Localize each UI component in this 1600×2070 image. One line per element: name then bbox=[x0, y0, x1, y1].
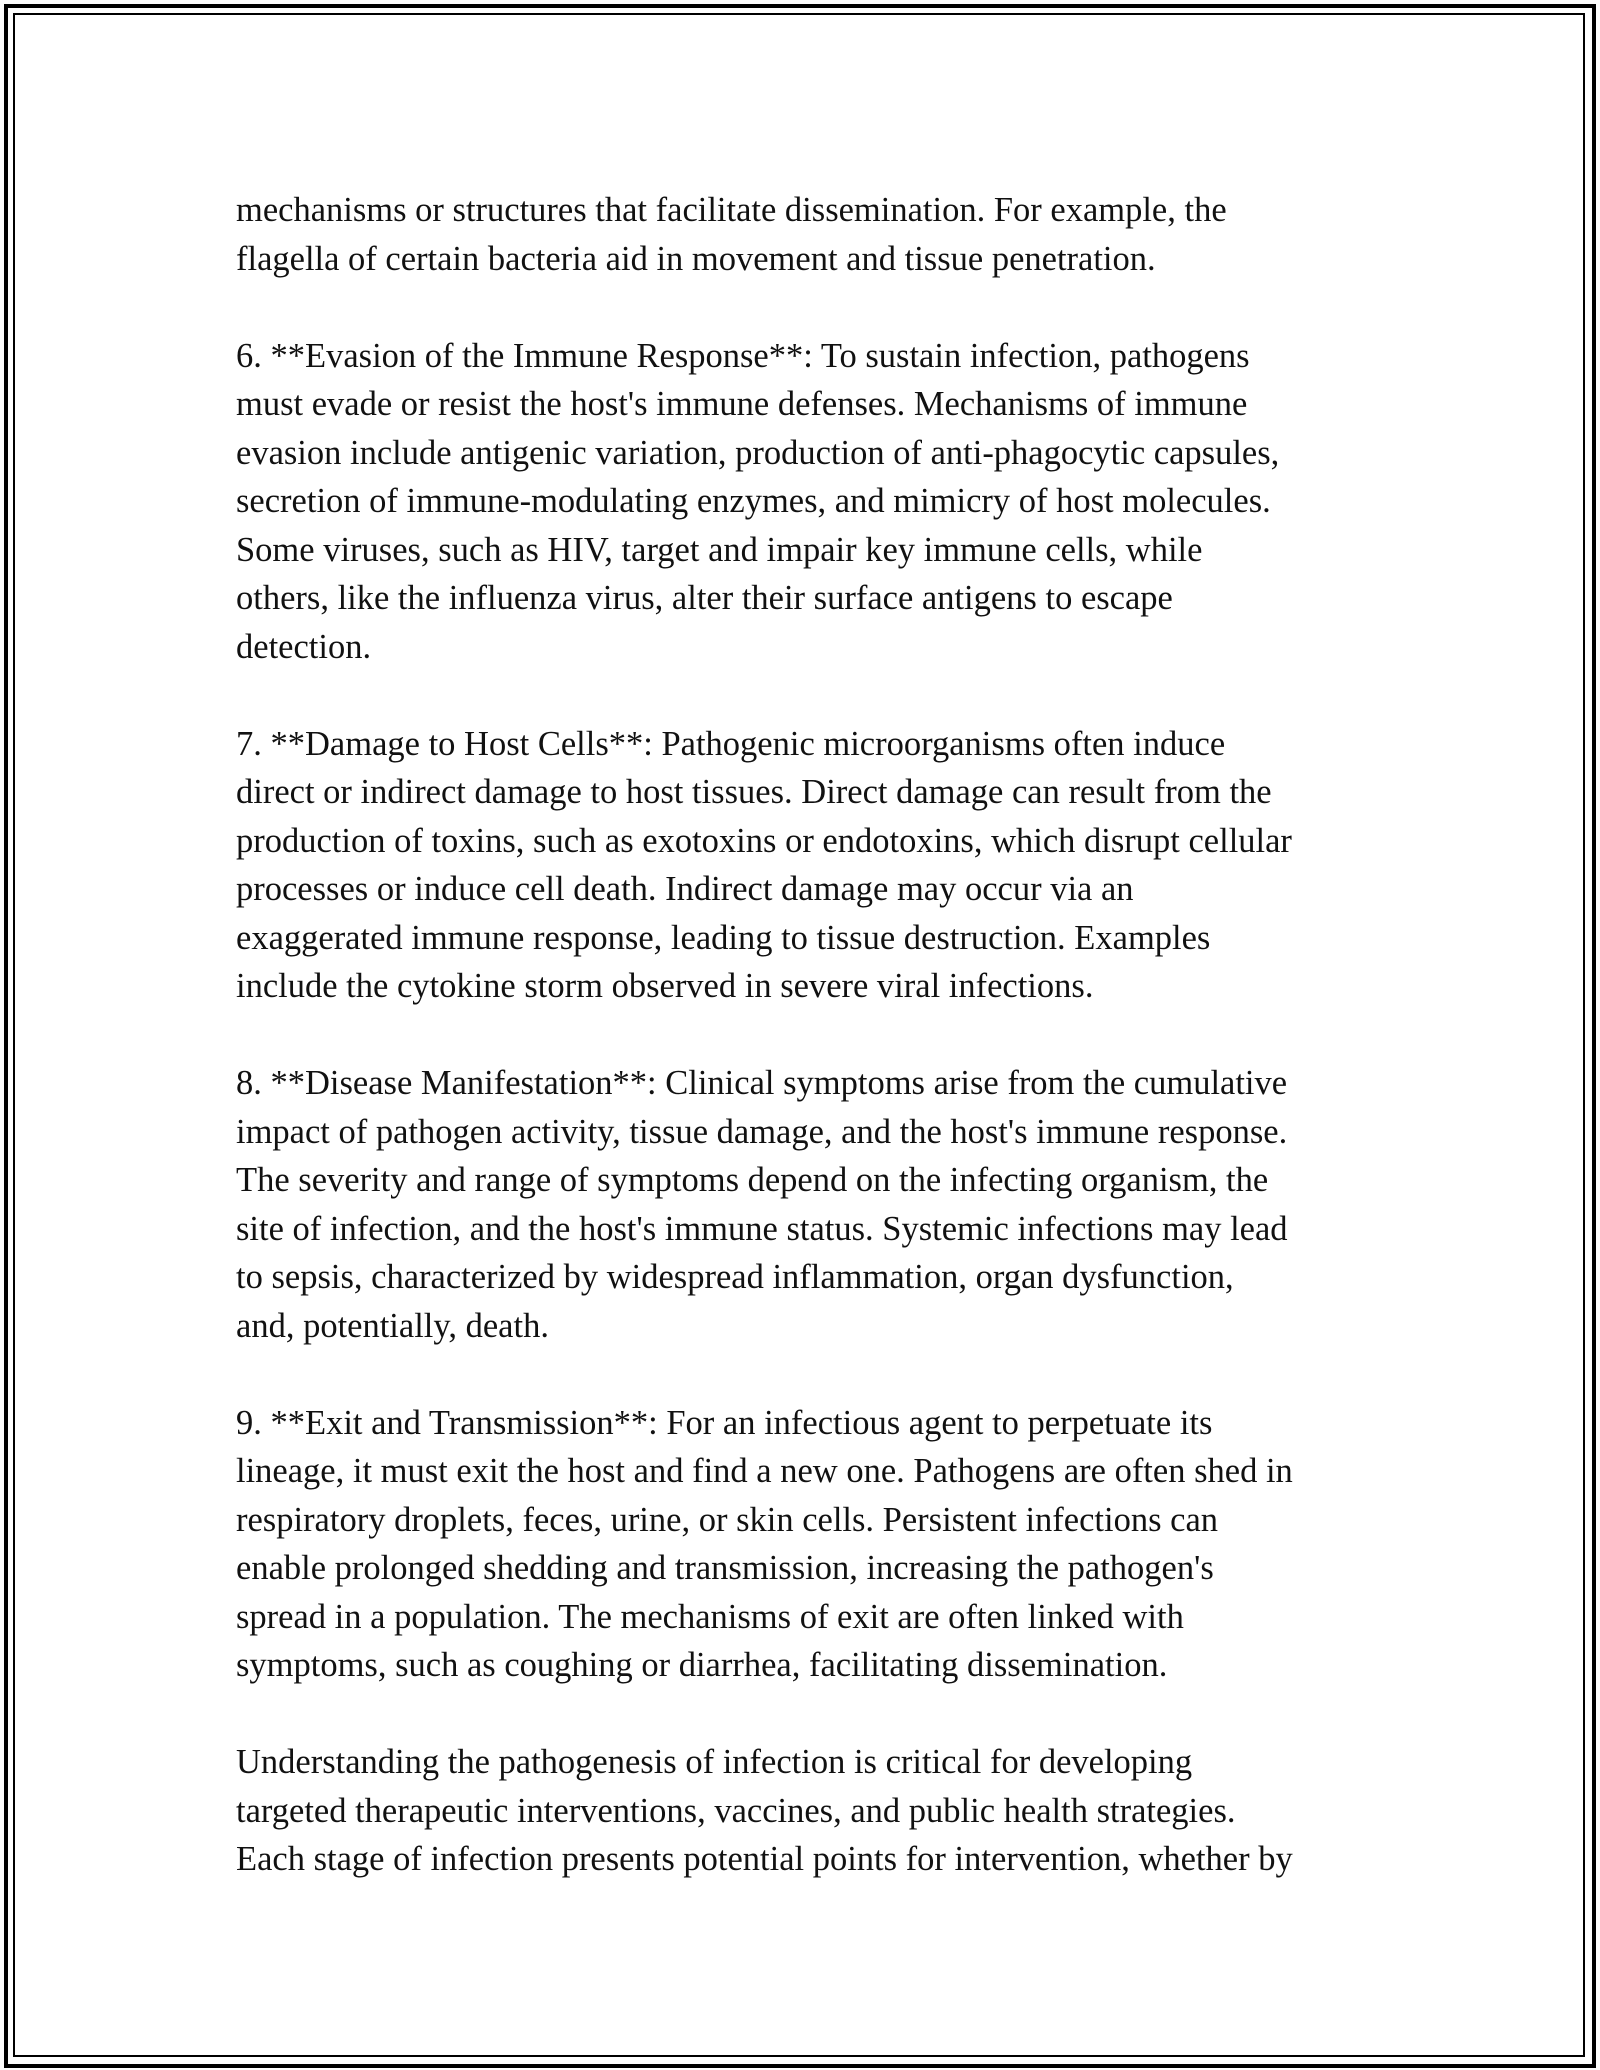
text-line: production of toxins, such as exotoxins or endotoxins, which disrupt cellular bbox=[236, 821, 1292, 860]
text-line: Some viruses, such as HIV, target and impair key immune cells, while bbox=[236, 530, 1203, 569]
paragraph-disease-manifestation bbox=[236, 1059, 1386, 1350]
text-line: detection. bbox=[236, 627, 372, 666]
text-line: spread in a population. The mechanisms of exit are often linked with bbox=[236, 1597, 1184, 1636]
text-line: 8. **Disease Manifestation**: Clinical symptoms arise from the cumulative bbox=[236, 1064, 1288, 1102]
text-line: The severity and range of symptoms depend on the infecting organism, the bbox=[236, 1161, 1269, 1199]
text-line: 6. **Evasion of the Immune Response**: To sustain infection, pathogens bbox=[236, 336, 1250, 375]
paragraph-exit-transmission bbox=[236, 1399, 1386, 1690]
text-line: mechanisms or structures that facilitate dissemination. For example, the bbox=[236, 191, 1227, 229]
text-line: Understanding the pathogenesis of infection is critical for developing bbox=[236, 1743, 1193, 1781]
text-line: processes or induce cell death. Indirect damage may occur via an bbox=[236, 870, 1134, 908]
text-line: evasion include antigenic variation, production of anti-phagocytic capsules, bbox=[236, 433, 1280, 472]
paragraph-evasion-immune-response bbox=[236, 332, 1386, 672]
text-line: impact of pathogen activity, tissue damage, and the host's immune response. bbox=[236, 1112, 1288, 1151]
text-line: respiratory droplets, feces, urine, or skin cells. Persistent infections can bbox=[236, 1500, 1219, 1539]
text-line: direct or indirect damage to host tissues. Direct damage can result from the bbox=[236, 773, 1272, 811]
paragraph-continuation bbox=[236, 186, 1386, 283]
text-line: lineage, it must exit the host and find a new one. Pathogens are often shed in bbox=[236, 1452, 1293, 1490]
text-line: 9. **Exit and Transmission**: For an infectious agent to perpetuate its bbox=[236, 1403, 1213, 1442]
text-line: to sepsis, characterized by widespread inflammation, organ dysfunction, bbox=[236, 1258, 1234, 1296]
text-line: targeted therapeutic interventions, vaccines, and public health strategies. bbox=[236, 1791, 1236, 1830]
text-line: flagella of certain bacteria aid in movement and tissue penetration. bbox=[236, 239, 1156, 278]
text-line: must evade or resist the host's immune defenses. Mechanisms of immune bbox=[236, 385, 1248, 423]
text-line: symptoms, such as coughing or diarrhea, facilitating dissemination. bbox=[236, 1646, 1168, 1684]
paragraph-understanding-pathogenesis bbox=[236, 1738, 1386, 1884]
text-line: enable prolonged shedding and transmission, increasing the pathogen's bbox=[236, 1549, 1214, 1587]
document-body bbox=[236, 186, 1386, 1884]
text-line: and, potentially, death. bbox=[236, 1306, 549, 1345]
text-line: exaggerated immune response, leading to tissue destruction. Examples bbox=[236, 918, 1211, 957]
text-line: include the cytokine storm observed in severe viral infections. bbox=[236, 967, 1094, 1005]
text-line: Each stage of infection presents potential points for intervention, whether by bbox=[236, 1840, 1293, 1878]
text-line: 7. **Damage to Host Cells**: Pathogenic microorganisms often induce bbox=[236, 724, 1226, 763]
text-line: secretion of immune-modulating enzymes, and mimicry of host molecules. bbox=[236, 482, 1271, 520]
text-line: others, like the influenza virus, alter their surface antigens to escape bbox=[236, 579, 1173, 617]
paragraph-damage-host-cells bbox=[236, 720, 1386, 1011]
text-line: site of infection, and the host's immune status. Systemic infections may lead bbox=[236, 1209, 1288, 1248]
